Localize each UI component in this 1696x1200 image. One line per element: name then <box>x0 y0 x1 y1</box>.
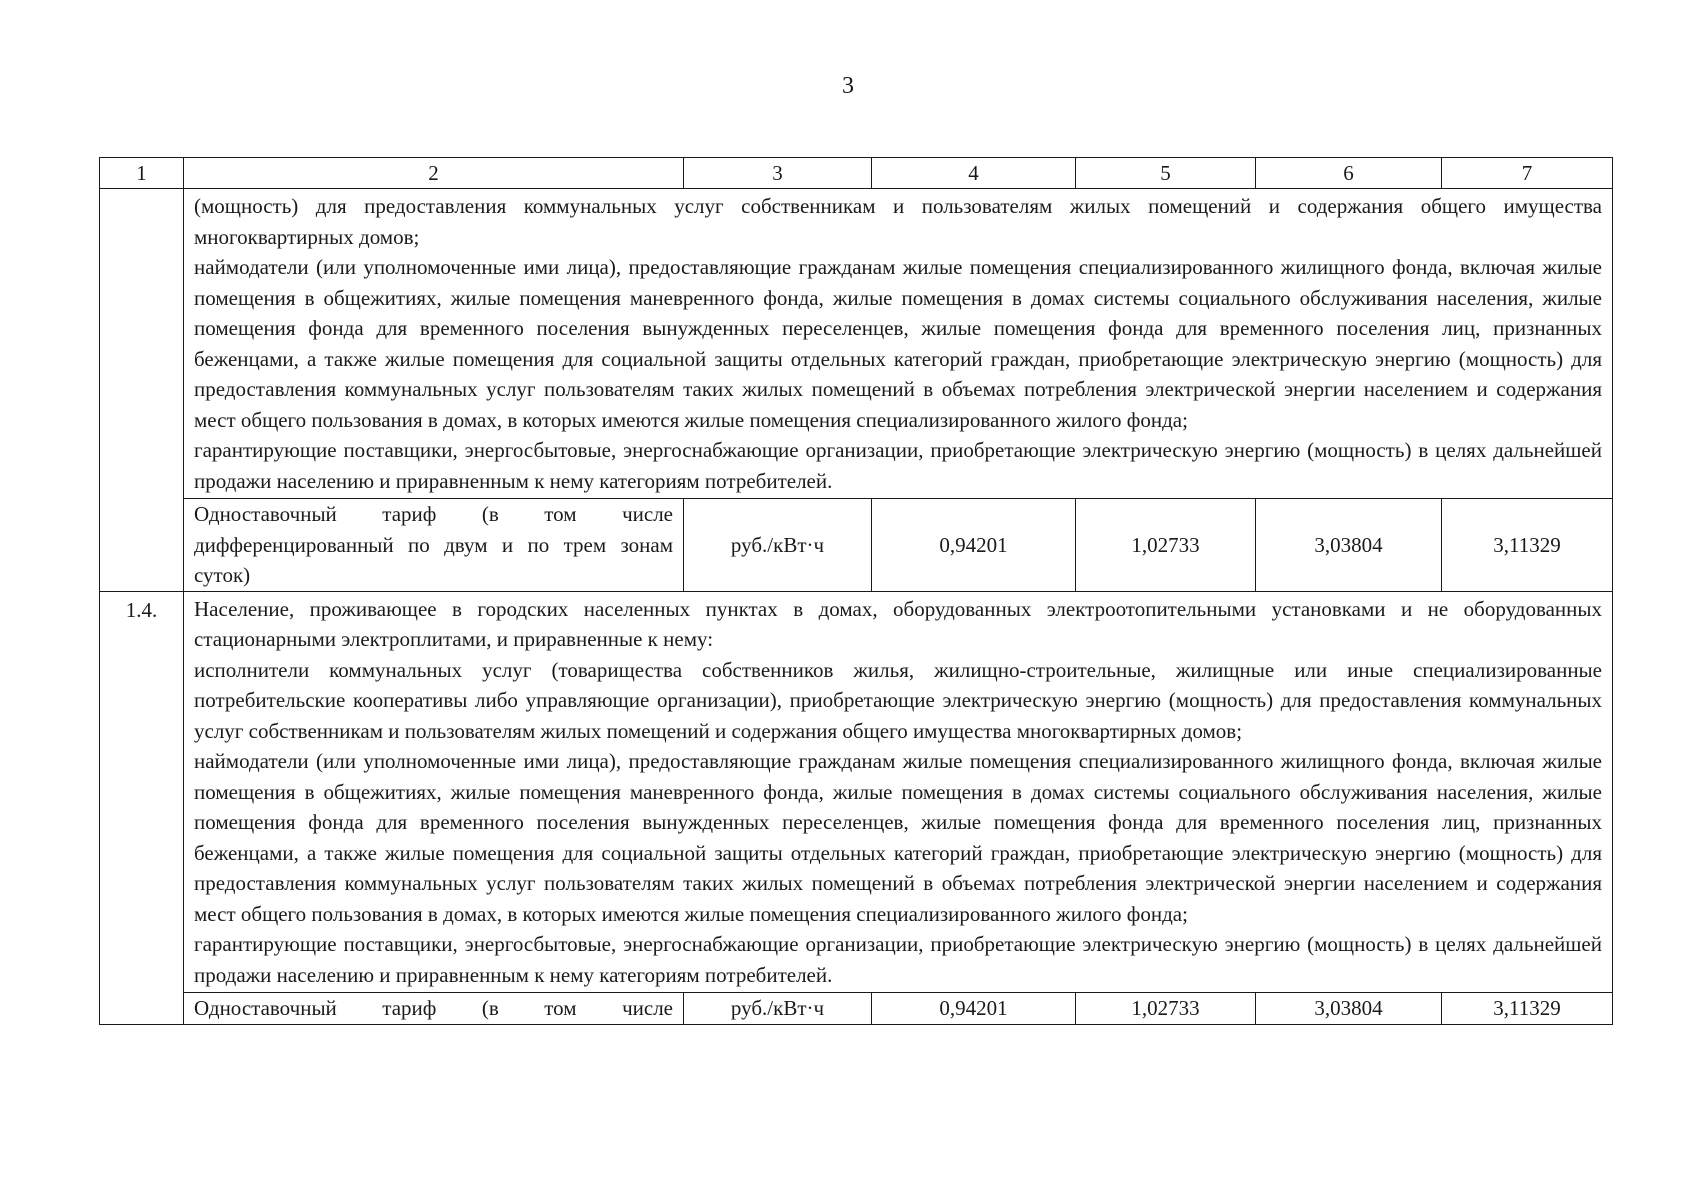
tariff-value-cell: 0,94201 <box>872 993 1076 1025</box>
row-number-cell: 1.4. <box>100 591 184 1024</box>
column-header: 7 <box>1442 158 1613 189</box>
column-header: 1 <box>100 158 184 189</box>
row-number-cell <box>100 189 184 592</box>
description-paragraph: (мощность) для предоставления коммунальных услуг собственникам и пользователям жилых помещений и содержания общего имущества многоквартирных домов; <box>194 194 1602 249</box>
table-row <box>100 591 1613 993</box>
tariff-table <box>99 157 1613 1025</box>
description-paragraph: гарантирующие поставщики, энергосбытовые, энергоснабжающие организации, приобретающие электрическую энергию (мощность) в целях дальнейшей продажи населению и приравненным к нему категориям потребителей. <box>194 438 1602 493</box>
tariff-value-cell: 1,02733 <box>1076 499 1256 592</box>
column-header: 4 <box>872 158 1076 189</box>
category-description <box>184 189 1613 499</box>
tariff-name-cell: Одноставочный тариф (в том числе <box>184 993 684 1025</box>
tariff-name-cell: Одноставочный тариф (в том числе дифференцированный по двум и по трем зонам суток) <box>184 499 684 592</box>
description-paragraph: Население, проживающее в городских населенных пунктах в домах, оборудованных электроотопительными установками и не оборудованных стационарными электроплитами, и приравненные к нему: <box>194 596 1602 651</box>
table-header-row <box>100 158 1613 189</box>
description-paragraph: исполнители коммунальных услуг (товарищества собственников жилья, жилищно-строительные, жилищные или иные специализированные потребительские кооперативы либо управляющие организации), приобретающие электрическую энергию (мощность) для предоставления коммунальных услуг собственникам и пользователям жилых помещений и содержания общего имущества многоквартирных домов; <box>194 657 1602 743</box>
column-header: 2 <box>184 158 684 189</box>
category-description <box>184 591 1613 993</box>
unit-cell: руб./кВт·ч <box>684 499 872 592</box>
table-row <box>100 499 1613 592</box>
description-paragraph: гарантирующие поставщики, энергосбытовые, энергоснабжающие организации, приобретающие электрическую энергию (мощность) в целях дальнейшей продажи населению и приравненным к нему категориям потребителей. <box>194 932 1602 987</box>
tariff-value-cell: 0,94201 <box>872 499 1076 592</box>
page-number: 3 <box>842 73 854 99</box>
description-paragraph: наймодатели (или уполномоченные ими лица), предоставляющие гражданам жилые помещения специализированного жилищного фонда, включая жилые помещения в общежитиях, жилые помещения маневренного фонда, жилые помещения в домах системы социального обслуживания населения, жилые помещения фонда для временного поселения вынужденных переселенцев, жилые помещения фонда для временного поселения лиц, признанных беженцами, а также жилые помещения для социальной защиты отдельных категорий граждан, приобретающие электрическую энергию (мощность) для предоставления коммунальных услуг пользователям таких жилых помещений в объемах потребления электрической энергии населением и содержания мест общего пользования в домах, в которых имеются жилые помещения специализированного жилого фонда; <box>194 255 1602 432</box>
table-row <box>100 993 1613 1025</box>
description-paragraph: наймодатели (или уполномоченные ими лица), предоставляющие гражданам жилые помещения специализированного жилищного фонда, включая жилые помещения в общежитиях, жилые помещения маневренного фонда, жилые помещения в домах системы социального обслуживания населения, жилые помещения фонда для временного поселения вынужденных переселенцев, жилые помещения фонда для временного поселения лиц, признанных беженцами, а также жилые помещения для социальной защиты отдельных категорий граждан, приобретающие электрическую энергию (мощность) для предоставления коммунальных услуг пользователям таких жилых помещений в объемах потребления электрической энергии населением и содержания мест общего пользования в домах, в которых имеются жилые помещения специализированного жилого фонда; <box>194 749 1602 926</box>
tariff-value-cell: 3,03804 <box>1256 499 1442 592</box>
tariff-value-cell: 3,11329 <box>1442 993 1613 1025</box>
tariff-value-cell: 3,03804 <box>1256 993 1442 1025</box>
unit-cell: руб./кВт·ч <box>684 993 872 1025</box>
tariff-value-cell: 1,02733 <box>1076 993 1256 1025</box>
column-header: 3 <box>684 158 872 189</box>
column-header: 6 <box>1256 158 1442 189</box>
tariff-value-cell: 3,11329 <box>1442 499 1613 592</box>
column-header: 5 <box>1076 158 1256 189</box>
table-row <box>100 189 1613 499</box>
